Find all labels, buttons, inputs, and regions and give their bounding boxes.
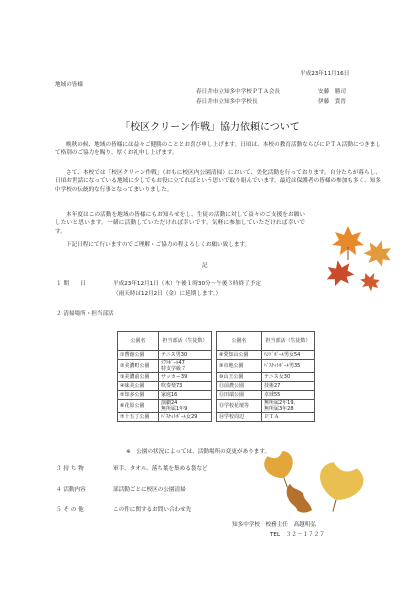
park-name: ⑧愛知山公園: [217, 351, 262, 360]
ki-heading: 記: [202, 263, 208, 269]
autumn-leaves-illustration-bottom: [264, 450, 374, 520]
maple-leaf-icon: [362, 237, 396, 268]
park-name: ⑭学校周辺: [217, 413, 262, 422]
club-assignment: テニス男30: [159, 351, 212, 360]
sender-name-1: 安藤 勝司: [318, 89, 346, 95]
sender-name-2: 伊藤 貴晋: [318, 99, 346, 105]
greeting-paragraph: 晩秋の候、地域の皆様には益々ご健勝のこととお喜び申し上げます。日頃は、本校の教育活動ならびにＰＴＡ活動につきまして格別のご協力を賜り、厚くお礼申し上げます。: [55, 142, 381, 157]
club-assignment: ﾊﾝﾄﾞﾎﾞｰﾙ男女54: [262, 351, 315, 360]
club-assignment: 演劇24 無所属1年9: [159, 400, 212, 413]
park-name: ⑥花原公園: [118, 400, 159, 413]
park-name: ⑪前農公園: [217, 382, 262, 391]
content-value: 部活動ごとに校区の公園清掃: [113, 487, 186, 493]
park-name: ⑦十五丁公園: [118, 413, 159, 422]
park-name: ①曹舘公園: [118, 351, 159, 360]
park-name: ④味美公園: [118, 382, 159, 391]
intro-paragraph: さて、本校では「校区クリーン作戦」（おもに校区内公園清掃）において、美化活動を行っております。自分たちが暮らし、日頃お世話になっている地域に少しでもお役に立てればという思いで取り組んでいます。最近は保護者の皆様の参加も多く、知多中学校の伝統的な行事となってまいりました。: [55, 170, 381, 193]
table-note: ※ 公園の状況によっては、活動場所の変更があります。: [126, 449, 271, 455]
club-assignment: 吹奏楽73: [159, 382, 212, 391]
table-row: [118, 413, 315, 422]
park-name: ⑫田端公園: [217, 391, 262, 400]
contact-tel: TEL ３２－１７２７: [270, 532, 325, 538]
document-date: 平成23年11月16日: [300, 71, 350, 77]
other-label: ５ そ の 他: [56, 507, 84, 513]
date-label: １ 期 日: [56, 281, 86, 287]
table-row: [118, 351, 315, 360]
park-name: ⑬学校花壇等: [217, 400, 262, 413]
recipient: 地域の皆様: [55, 82, 83, 88]
autumn-leaves-illustration-top: [318, 224, 398, 294]
motimono-label: ３ 持 ち 物: [56, 466, 84, 472]
other-value: この件に関するお問い合わせ先: [113, 507, 192, 513]
club-assignment: ﾊﾞｽｹｯﾄﾎﾞｰﾙ男35: [262, 360, 315, 373]
table-row: [118, 382, 315, 391]
park-name: ③美濃前公園: [118, 373, 159, 382]
sender-org-1: 春日井市立知多中学校ＰＴＡ会長: [196, 89, 280, 95]
ginkgo-leaf-icon: [312, 460, 367, 518]
sender-org-2: 春日井市立知多中学校長: [196, 99, 258, 105]
club-assignment: サッカー39: [159, 373, 212, 382]
cleaning-places-table: [117, 331, 315, 422]
contact-school: 知多中学校 校務主任 高越明弘: [232, 522, 316, 528]
park-name: ②美濃町公園: [118, 360, 159, 373]
maple-leaf-icon: [332, 226, 364, 260]
date-value: 平成23年12月1日（木）午後１時30分～午後３時終了予定: [113, 281, 261, 287]
maple-leaf-icon: [358, 269, 384, 294]
header-park-2: 公園名: [217, 332, 262, 351]
club-assignment: ﾊﾞｽｹｯﾄﾎﾞｰﾙ女29: [159, 413, 212, 422]
club-assignment: ＰＴＡ: [262, 413, 315, 422]
club-assignment: 技術27: [262, 382, 315, 391]
club-assignment: ｿﾌﾄﾎﾞｰﾙ47 特支学級７: [159, 360, 212, 373]
oak-leaf-icon: [280, 483, 318, 517]
table-header-row: [118, 332, 315, 351]
document-title: 「校区クリーン作戦」協力依頼について: [120, 122, 300, 133]
header-club-2: 担当部活（生徒数）: [262, 332, 315, 351]
table-row: [118, 391, 315, 400]
content-label: ４ 活動内容: [56, 487, 86, 493]
ginkgo-leaf-icon: [264, 450, 301, 492]
table-row: [118, 360, 315, 373]
club-assignment: テニス女30: [262, 373, 315, 382]
table-row: [118, 400, 315, 413]
club-assignment: 無所属2年19、 無所属3年28: [262, 400, 315, 413]
table-row: [118, 373, 315, 382]
park-name: ⑨市地公園: [217, 360, 262, 373]
club-assignment: 家庭16: [159, 391, 212, 400]
maple-leaf-icon: [324, 258, 356, 287]
closing-paragraph: 下記日程にて行いますのでご理解・ご協力の程よろしくお願い致します。: [66, 242, 251, 248]
header-park-1: 公園名: [118, 332, 159, 351]
places-label: ２ 清掃場所・担当部活: [56, 311, 114, 317]
motimono-value: 軍手、タオル、落ち葉を集める袋など: [113, 466, 208, 472]
club-assignment: 卓球55: [262, 391, 315, 400]
park-name: ⑤知多公園: [118, 391, 159, 400]
park-name: ⑩山王公園: [217, 373, 262, 382]
request-paragraph: 本年度はこの活動を地域の皆様にもお知らせをし、生徒の活動に対して益々のご支援をお願いしたいと思います。一緒に活動していただければ幸いです。気軽に参加していただければ幸いです。: [55, 212, 305, 235]
header-club-1: 担当部活（生徒数）: [159, 332, 212, 351]
date-note: （雨天時は12月2日（金）に延期します。）: [113, 291, 222, 297]
